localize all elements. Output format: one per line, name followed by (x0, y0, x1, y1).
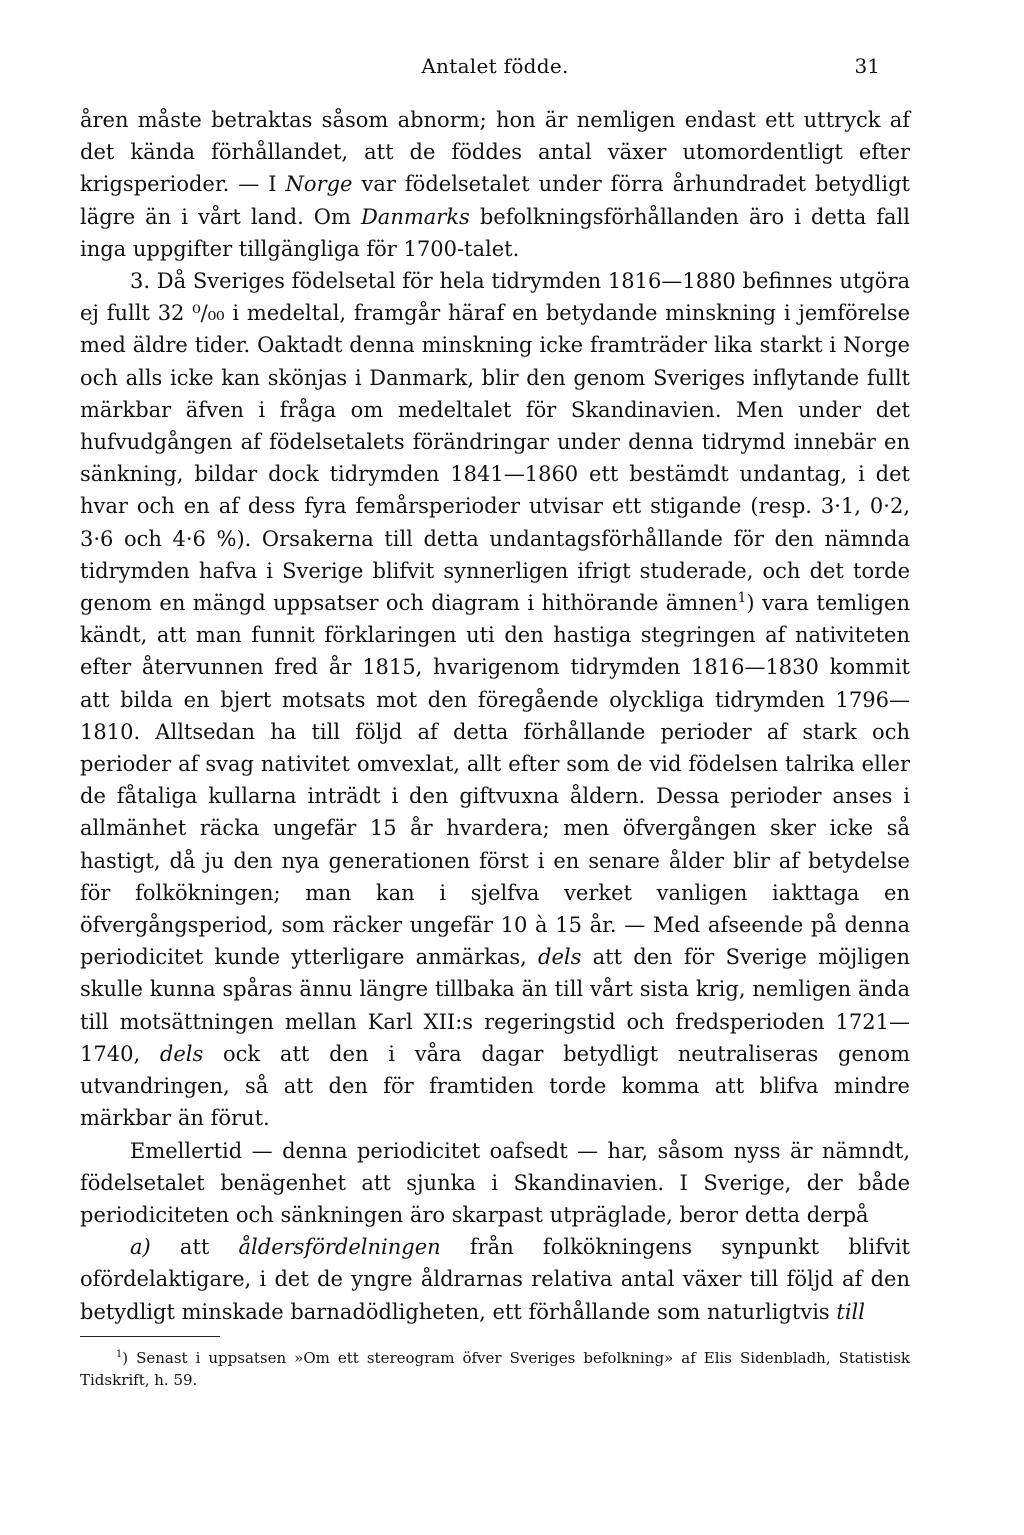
book-page (80, 54, 910, 1391)
text-run: att den för Sverige möjligen skulle kunna spåras ännu längre tillbaka än till vårt sista krig, nemligen ända till motsättningen mellan Karl XII:s regeringstid och fredsperioden 1721—1740, (80, 945, 910, 1066)
emphasis-text: a) (130, 1235, 151, 1260)
text-run: var födelsetalet under förra århundradet betydligt lägre än i vårt land. Om (80, 172, 910, 229)
text-run: ock att den i våra dagar betydligt neutraliseras genom utvandringen, så att den för framtiden torde komma att blifva mindre märkbar än förut. (80, 1041, 910, 1131)
emphasis-text: dels (538, 945, 582, 970)
emphasis-text: Danmarks (360, 204, 470, 229)
text-run: ) Senast i uppsatsen »Om ett stereogram öfver Sveriges befolkning» af Elis Sidenbladh, Statistisk Tidskrift, h. 59. (80, 1348, 910, 1389)
text-run: från folkökningens synpunkt blifvit ofördelaktigare, i det de yngre åldrarnas relativa antal växer till följd af den betydligt minskade barnadödligheten, ett förhållande som naturligtvis (80, 1235, 910, 1324)
footnote-marker: 1 (737, 590, 747, 607)
emphasis-text: dels (159, 1041, 204, 1066)
paragraph (80, 104, 910, 265)
text-run: befolkningsförhållanden äro i detta fall inga uppgifter tillgängliga för 1700-talet. (80, 204, 910, 261)
running-title: Antalet födde. (421, 54, 569, 78)
text-run: 3. Då Sveriges födelsetal för hela tidrymden 1816—1880 befinnes utgöra ej fullt 32 ⁰/₀₀ i medeltal, framgår häraf en betydande minskning i jemförelse med äldre tider. Oaktadt denna minskning icke framträder lika starkt i Norge och alls icke kan skönjas i Danmark, blir den genom Sveriges inflytande fullt märkbar äfven i fråga om medeltalet för Skandinavien. Men under det hufvudgången af födelsetalets förändringar under denna tidrymd innebär en sänkning, bildar dock tidrymden 1841—1860 ett bestämdt undantag, i det hvar och en af dess fyra femårsperioder utvisar ett stigande (resp. 3·1, 0·2, 3·6 och 4·6 %). Orsakerna till detta undantagsförhållande för den nämnda tidrymden hafva i Sverige blifvit synnerligen ifrigt studerade, och det torde genom en mängd uppsatser och diagram i hithörande ämnen (80, 269, 910, 616)
text-run: Emellertid — denna periodicitet oafsedt — har, såsom nyss är nämndt, födelsetalet benägenhet att sjunka i Skandinavien. I Sverige, der både periodiciteten och sänkningen äro skarpast utpräglade, beror detta derpå (80, 1138, 910, 1227)
running-head (80, 54, 910, 90)
text-run: att (150, 1235, 239, 1260)
paragraph (80, 265, 910, 1134)
body-text (80, 104, 910, 1328)
text-run: åren måste betraktas såsom abnorm; hon är nemligen endast ett uttryck af det kända förhållandet, att de föddes antal växer utomordentligt efter krigsperioder. — I (80, 108, 910, 197)
text-run: ) vara temligen kändt, att man funnit förklaringen uti den hastiga stegringen af nativiteten efter återvunnen fred år 1815, hvarigenom tidrymden 1816—1830 kommit att bilda en bjert motsats mot den föregående olyckliga tidrymden 1796—1810. Alltsedan ha till följd af detta förhållande perioder af stark och perioder af svag nativitet omvexlat, allt efter som de vid födelsen talrika eller de fåtaliga kullarna inträdt i den giftvuxna åldern. Dessa perioder anses i allmänhet räcka ungefär 15 år hvardera; men öfvergången sker icke så hastigt, då ju den nya generationen först i en senare ålder blir af betydelse för folkökningen; man kan i sjelfva verket vanligen iakttaga en öfvergångsperiod, som räcker ungefär 10 à 15 år. — Med afseende på denna periodicitet kunde ytterligare anmärkas, (80, 591, 910, 970)
emphasis-text: Norge (285, 172, 353, 197)
paragraph (80, 1135, 910, 1232)
emphasis-text: åldersfördelningen (238, 1235, 441, 1260)
footnote (80, 1347, 910, 1391)
footnote-rule (80, 1336, 220, 1347)
paragraph (80, 1231, 910, 1328)
emphasis-text: till (836, 1299, 865, 1324)
footnote-marker: 1 (116, 1348, 123, 1360)
footnotes (80, 1347, 910, 1391)
page-number: 31 (854, 54, 880, 78)
